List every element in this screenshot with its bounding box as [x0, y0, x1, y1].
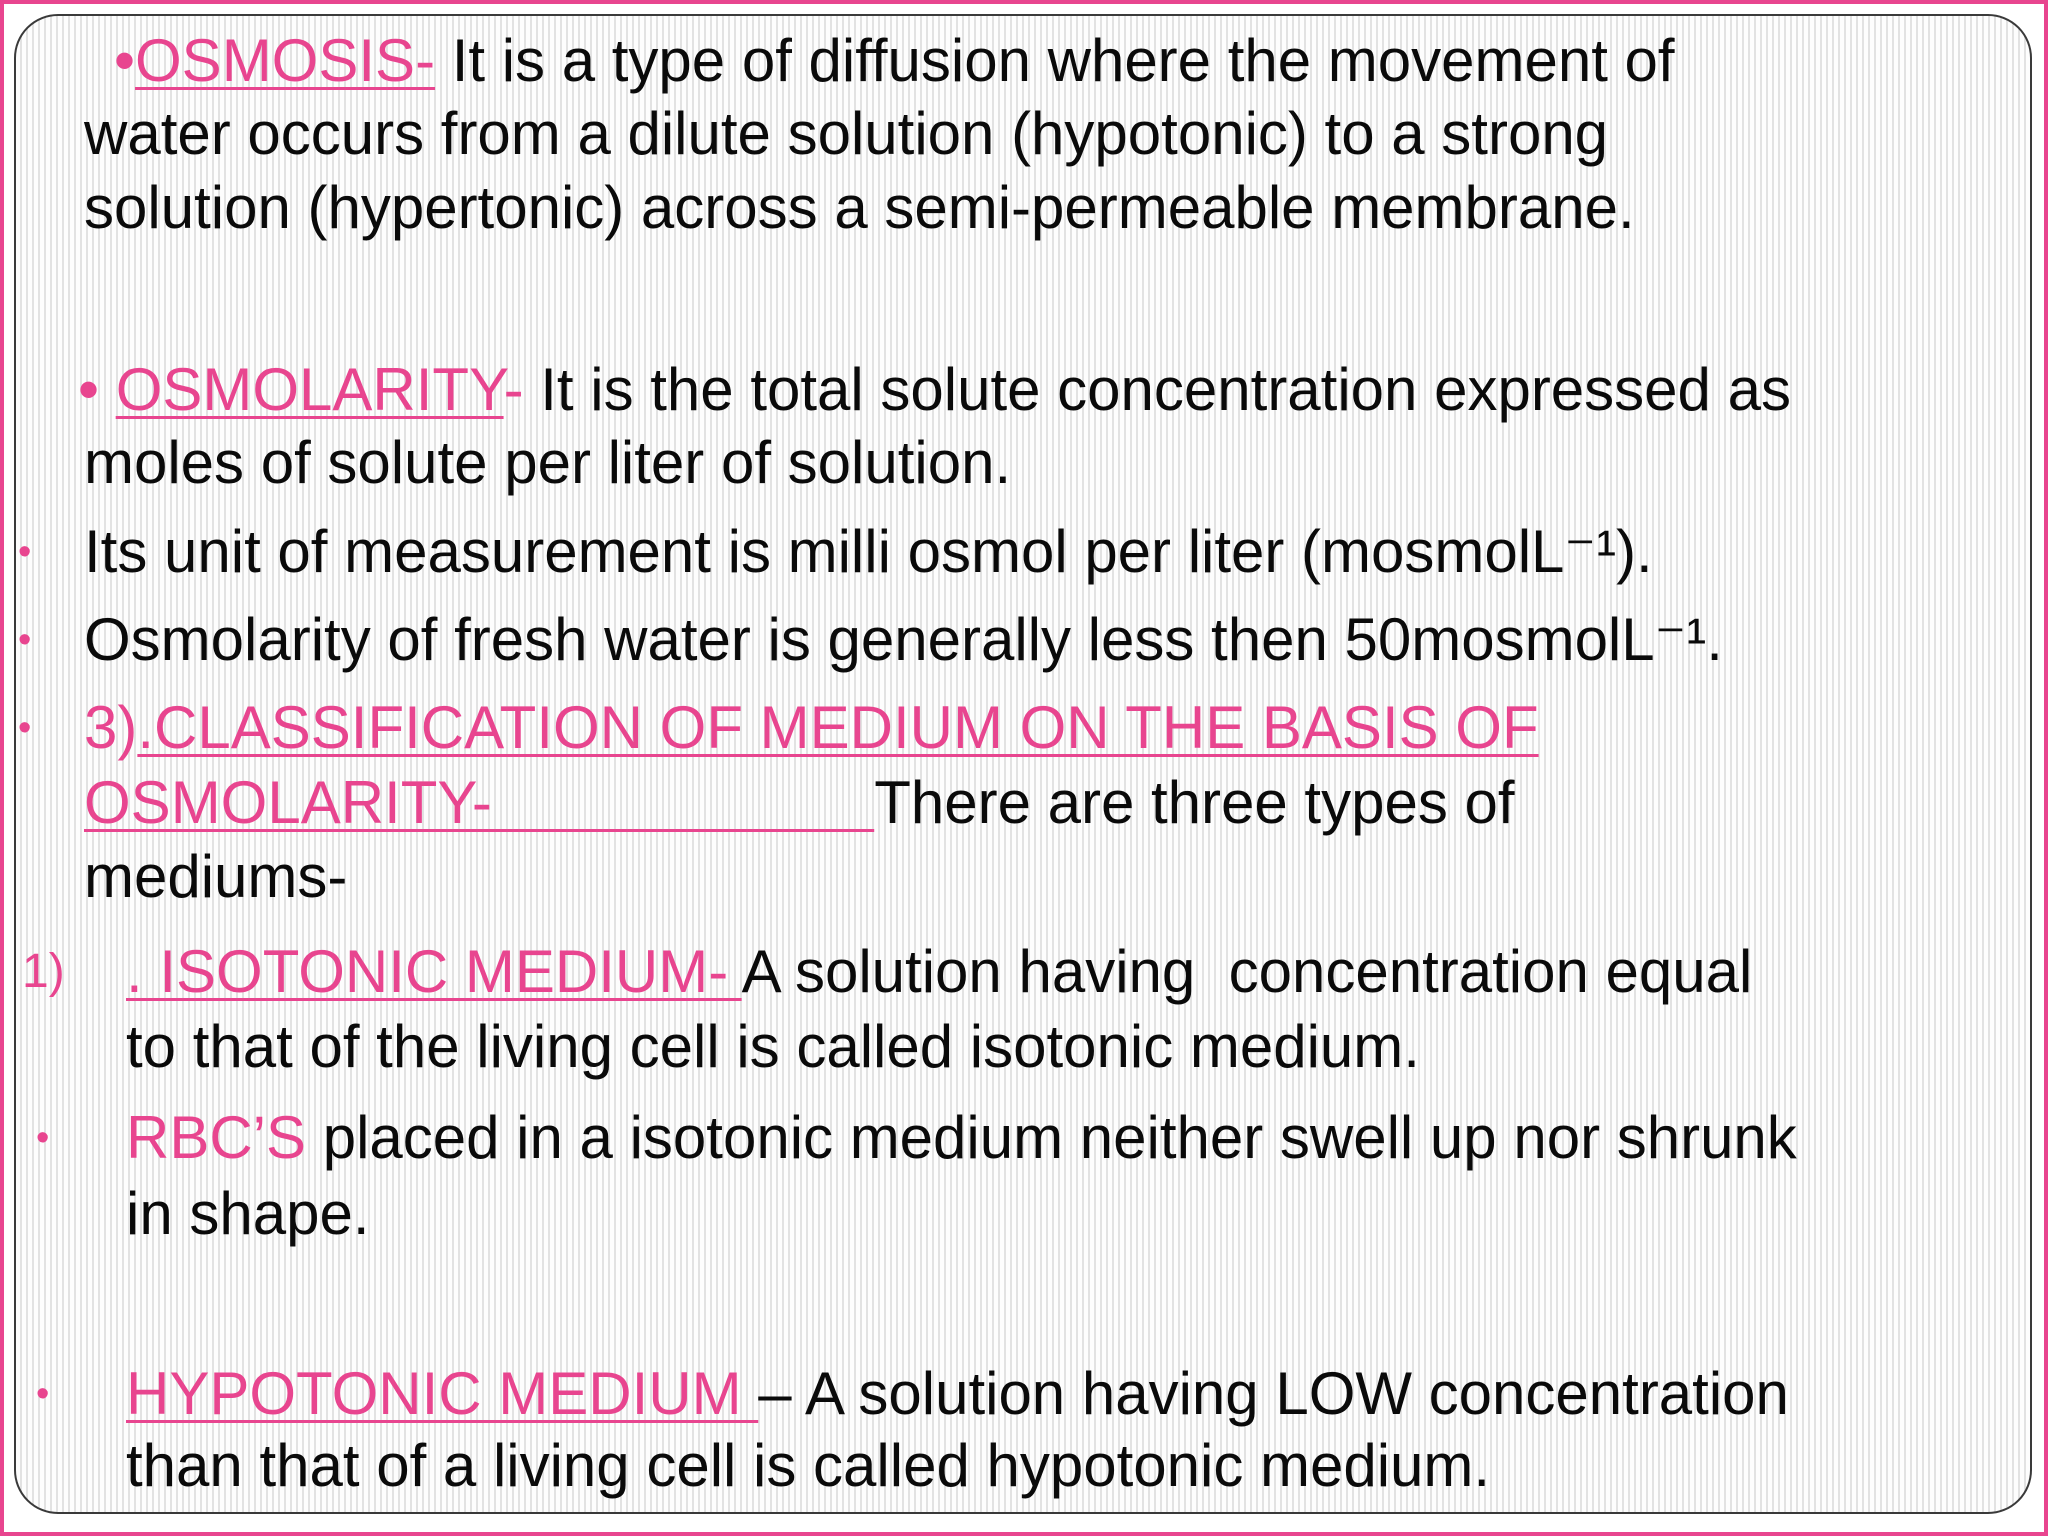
classification-line-1: [84, 692, 1539, 764]
osmolarity-term: OSMOLARITY: [115, 356, 504, 423]
osmosis-text-1: It is a type of diffusion where the movement of: [435, 27, 1675, 94]
isotonic-text-1: A solution having concentration equal: [741, 938, 1753, 1005]
fresh-water-text: Osmolarity of fresh water is generally less then 50mosmolL⁻¹.: [84, 606, 1723, 673]
classification-line-2: [84, 767, 1515, 839]
classification-line-3: mediums-: [84, 843, 348, 910]
rbc-line-2: in shape.: [126, 1180, 370, 1247]
classification-heading-1: .CLASSIFICATION OF MEDIUM ON THE BASIS OF: [137, 694, 1539, 761]
osmosis-line-1: [114, 25, 1675, 97]
bullet-icon: •: [78, 356, 116, 423]
osmosis-line-2: water occurs from a dilute solution (hypotonic) to a strong: [84, 100, 1609, 167]
hypotonic-term: HYPOTONIC MEDIUM: [126, 1360, 759, 1427]
bullet-icon: •: [36, 1373, 50, 1415]
rbc-term: RBC’S: [126, 1104, 307, 1171]
rbc-text-1: placed in a isotonic medium neither swell up nor shrunk: [306, 1104, 1797, 1171]
classification-text: There are three types of: [874, 769, 1515, 836]
osmolarity-text-1: It is the total solute concentration expressed as: [523, 356, 1791, 423]
isotonic-line-2: to that of the living cell is called isotonic medium.: [126, 1013, 1420, 1080]
osmolarity-line-1: [78, 354, 1791, 426]
rbc-line-1: [126, 1102, 1797, 1174]
osmolarity-dash: -: [503, 356, 524, 423]
osmolarity-line-2: moles of solute per liter of solution.: [84, 429, 1012, 496]
classification-heading-2: OSMOLARITY-: [84, 769, 875, 836]
slide-content-panel: [14, 14, 2032, 1514]
hypotonic-text-1: – A solution having LOW concentration: [758, 1360, 1789, 1427]
osmosis-term: OSMOSIS-: [135, 27, 436, 94]
hypotonic-line-2: than that of a living cell is called hypotonic medium.: [126, 1432, 1491, 1499]
bullet-icon: •: [114, 27, 136, 94]
bullet-icon: •: [18, 531, 32, 573]
isotonic-line-1: [126, 936, 1752, 1008]
list-number-1: 1): [22, 945, 65, 998]
bullet-icon: •: [18, 707, 32, 749]
classification-prefix: 3): [84, 694, 138, 761]
bullet-icon: •: [18, 619, 32, 661]
isotonic-term: . ISOTONIC MEDIUM-: [126, 938, 742, 1005]
bullet-icon: •: [36, 1117, 50, 1159]
unit-text: Its unit of measurement is milli osmol per liter (mosmolL⁻¹).: [84, 518, 1653, 585]
osmosis-line-3: solution (hypertonic) across a semi-permeable membrane.: [84, 174, 1635, 241]
hypotonic-line-1: [126, 1358, 1789, 1430]
